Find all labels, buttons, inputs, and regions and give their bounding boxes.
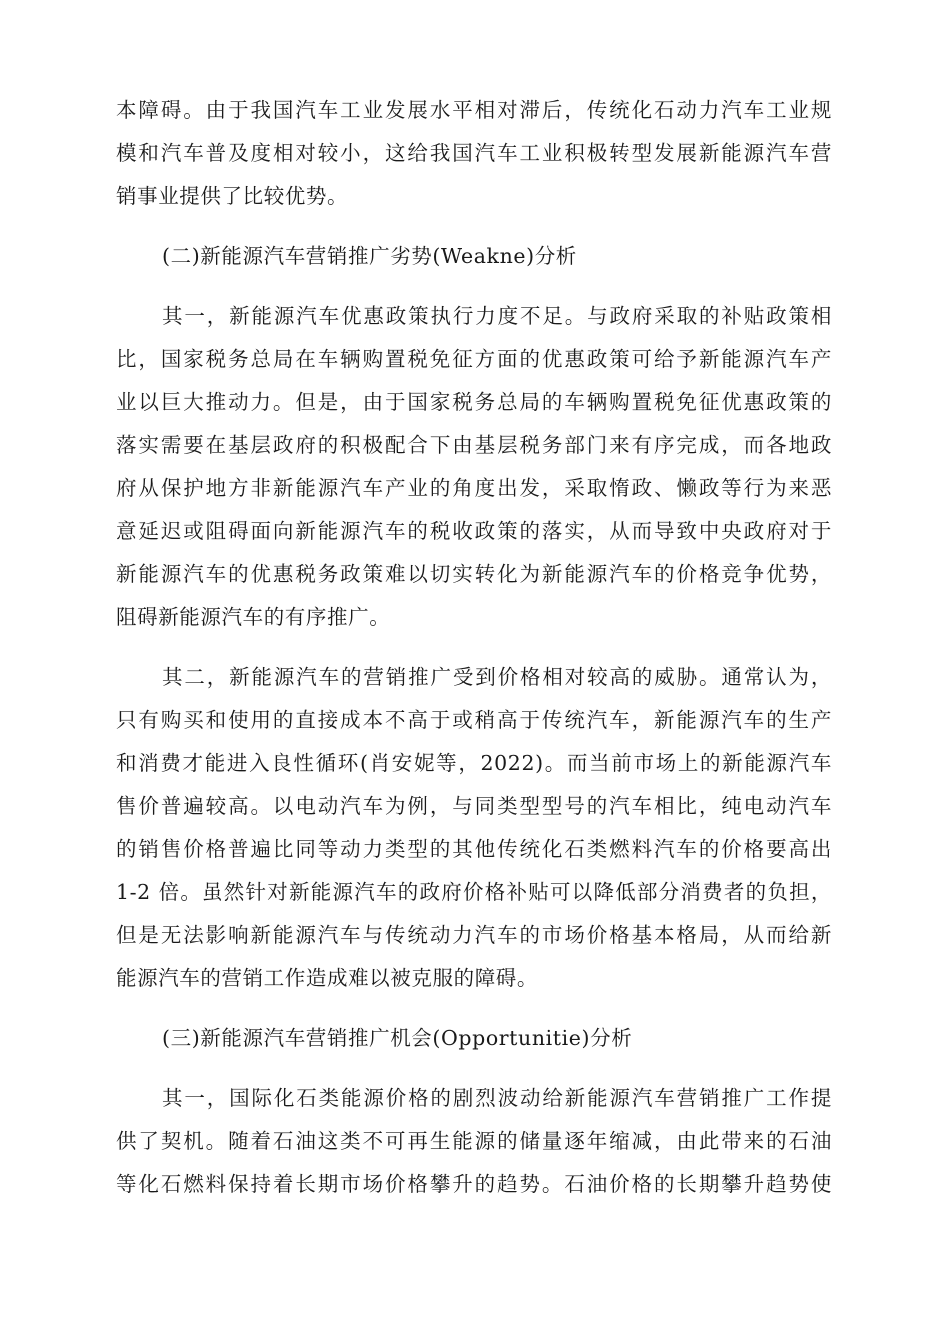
- text-line: 其一，国际化石类能源价格的剧烈波动给新能源汽车营销推广工作提: [162, 1086, 832, 1110]
- text-line: 供了契机。随着石油这类不可再生能源的储量逐年缩减，由此带来的石油: [116, 1129, 832, 1153]
- text-line: 只有购买和使用的直接成本不高于或稍高于传统汽车，新能源汽车的生产: [116, 708, 832, 732]
- section-heading: (三)新能源汽车营销推广机会(Opportunitie)分析: [162, 1026, 633, 1050]
- text-line: 其二，新能源汽车的营销推广受到价格相对较高的威胁。通常认为，: [162, 665, 832, 689]
- text-line: 模和汽车普及度相对较小，这给我国汽车工业积极转型发展新能源汽车营: [116, 141, 832, 165]
- text-line: 等化石燃料保持着长期市场价格攀升的趋势。石油价格的长期攀升趋势使: [116, 1172, 832, 1196]
- text-line: 意延迟或阻碍面向新能源汽车的税收政策的落实，从而导致中央政府对于: [116, 519, 832, 543]
- section-heading: (二)新能源汽车营销推广劣势(Weakne)分析: [162, 244, 577, 268]
- text-line: 和消费才能进入良性循环(肖安妮等，2022)。而当前市场上的新能源汽车: [116, 751, 832, 775]
- text-line: 本障碍。由于我国汽车工业发展水平相对滞后，传统化石动力汽车工业规: [116, 98, 832, 122]
- text-line: 但是无法影响新能源汽车与传统动力汽车的市场价格基本格局，从而给新: [116, 923, 832, 947]
- text-line: 其一，新能源汽车优惠政策执行力度不足。与政府采取的补贴政策相: [162, 304, 832, 328]
- text-line: 落实需要在基层政府的积极配合下由基层税务部门来有序完成，而各地政: [116, 433, 832, 457]
- text-line: 销事业提供了比较优势。: [116, 184, 349, 208]
- text-line: 府从保护地方非新能源汽车产业的角度出发，采取惰政、懒政等行为来恶: [116, 476, 832, 500]
- text-line: 售价普遍较高。以电动汽车为例，与同类型型号的汽车相比，纯电动汽车: [116, 794, 832, 818]
- text-line: 的销售价格普遍比同等动力类型的其他传统化石类燃料汽车的价格要高出: [116, 837, 832, 861]
- text-line: 比，国家税务总局在车辆购置税免征方面的优惠政策可给予新能源汽车产: [116, 347, 832, 371]
- text-line: 1-2 倍。虽然针对新能源汽车的政府价格补贴可以降低部分消费者的负担，: [116, 880, 832, 904]
- text-line: 新能源汽车的优惠税务政策难以切实转化为新能源汽车的价格竞争优势，: [116, 562, 832, 586]
- text-line: 阻碍新能源汽车的有序推广。: [116, 605, 391, 629]
- text-line: 能源汽车的营销工作造成难以被克服的障碍。: [116, 966, 538, 990]
- text-line: 业以巨大推动力。但是，由于国家税务总局的车辆购置税免征优惠政策的: [116, 390, 832, 414]
